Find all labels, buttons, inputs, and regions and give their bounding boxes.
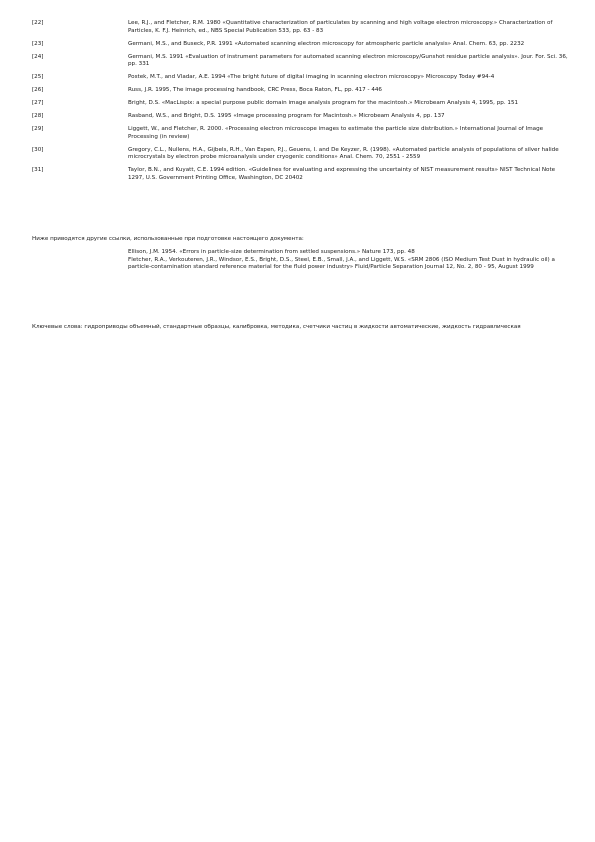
keywords-line: Ключевые слова: гидроприводы объемный, стандартные образцы, калибровка, методика, счетчики частиц в жидкости автоматические, жидкость гидравлическая (32, 324, 521, 330)
reference-text: Germani, M.S. 1991 «Evaluation of instrument parameters for automated scanning electron microscopy/Gunshot residue particle analysis». Jour. For. Sci. 36, pp. 331 (128, 53, 568, 68)
reference-text: Lee, R.J., and Fletcher, R.M. 1980 «Quantitative characterization of particulates by scanning and high voltage electron microscopy.» Characterization of Particles, K. F.J. Heinrich, ed., NBS Special Publication 533, pp. 63 - 83 (128, 20, 553, 34)
reference-number: [28] (32, 113, 44, 120)
reference-text: Gregory, C.L., Nullens, H.A., Gijbels, R.H., Van Espen, P.J., Geuens, I. and De Keyzer, R. (1998). «Automated particle analysis of populations of silver halide microcrystals by electron probe microanalysis under cryogenic conditions» Anal. Chem. 70, 2551 - 2559 (128, 146, 559, 161)
reference-item (32, 100, 572, 108)
reference-number: [31] (32, 167, 44, 174)
additional-reference: Fletcher, R.A., Verkouteren, J.R., Windsor, E.S., Bright, D.S., Steel, E.B., Small, J.A., and Liggett, W.S. «SRM 2806 (ISO Medium Test Dust in hydraulic oil) a particle-contamination standard reference material for the fluid power industry» Fluid/Particle Separation Journal 12, No. 2, 80 - 95, August 1999 (128, 256, 555, 271)
additional-references-intro: Ниже приводятся другие ссылки, использованные при подготовке настоящего документа: (32, 236, 304, 242)
reference-item (32, 126, 572, 141)
reference-text: Postek, M.T., and Vladar, A.E. 1994 «The bright future of digital imaging in scanning electron microscopy» Microscopy Today #94-4 (128, 74, 495, 81)
reference-number: [23] (32, 40, 44, 47)
reference-number: [22] (32, 20, 44, 26)
reference-item (32, 167, 572, 182)
reference-item (32, 20, 572, 35)
references-list (32, 20, 572, 188)
reference-item (32, 113, 572, 121)
reference-item (32, 147, 572, 162)
reference-number: [29] (32, 126, 44, 133)
reference-number: [25] (32, 74, 44, 81)
reference-text: Rasband, W.S., and Bright, D.S. 1995 «Image processing program for Macintosh.» Microbeam Analysis 4, pp. 137 (128, 113, 445, 120)
additional-reference: Ellison, J.M. 1954. «Errors in particle-size determination from settled suspensions.» Nature 173, pp. 48 (128, 249, 415, 255)
reference-text: Liggett, W., and Fletcher, R. 2000. «Processing electron microscope images to estimate the particle size distribution.» International Journal of Image Processing (in review) (128, 126, 544, 140)
reference-text: Russ, J.R. 1995, The image processing handbook, CRC Press, Boca Raton, FL, pp. 417 - 446 (128, 87, 382, 94)
additional-references-list (128, 249, 568, 272)
reference-item (32, 54, 572, 69)
reference-item (32, 74, 572, 82)
reference-number: [27] (32, 100, 44, 107)
reference-text: Germani, M.S., and Buseck, P.R. 1991 «Automated scanning electron microscopy for atmospheric particle analysis» Anal. Chem. 63, pp. 2232 (128, 40, 525, 47)
reference-number: [24] (32, 53, 44, 60)
reference-text: Bright, D.S. «MacLispix: a special purpose public domain image analysis program for the macintosh.» Microbeam Analysis 4, 1995, pp. 151 (128, 100, 519, 107)
reference-text: Taylor, B.N., and Kuyatt, C.E. 1994 edition. «Guidelines for evaluating and expressing the uncertainty of NIST measurement results» NIST Technical Note 1297, U.S. Government Printing Office, Washington, DC 20402 (128, 167, 556, 181)
reference-number: [30] (32, 146, 44, 153)
reference-number: [26] (32, 87, 44, 94)
reference-item (32, 87, 572, 95)
reference-item (32, 41, 572, 49)
